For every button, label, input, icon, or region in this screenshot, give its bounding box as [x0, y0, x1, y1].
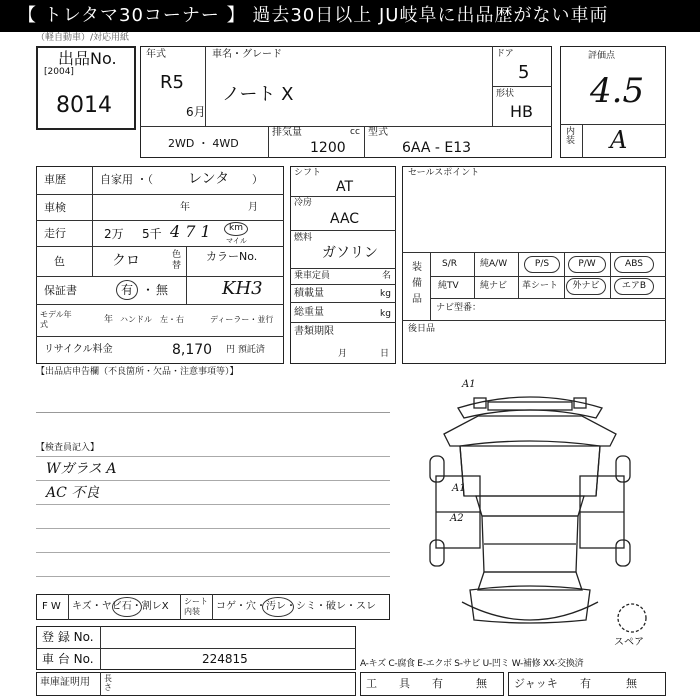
recycle-unit: 円 預託済	[226, 345, 265, 355]
jack-label: ジャッキ	[514, 677, 558, 690]
tools-label: 工 具	[366, 677, 410, 690]
shift-label: シフト	[294, 168, 322, 178]
details-table	[36, 166, 284, 364]
model-year-year: 年	[104, 315, 114, 325]
chassis-label: 車 台 No.	[42, 652, 94, 666]
gross-unit: kg	[380, 309, 391, 319]
deadline-month: 月	[338, 349, 348, 359]
top-cut-text: （軽自動車）/対応用紙	[36, 33, 130, 43]
length-label: 長さ	[104, 674, 112, 692]
mileage-label: 走行	[44, 227, 66, 240]
mileage-hand: 4 7 1	[170, 222, 211, 241]
model-year-handle: ハンドル 左・右	[120, 315, 184, 324]
year-label: 年式	[146, 49, 166, 60]
equip-pw: P/W	[578, 259, 596, 269]
lot-number: 8014	[56, 93, 112, 118]
aircon-value: AAC	[330, 211, 360, 227]
equipment-label: 装備品	[412, 262, 422, 305]
fuel-value: ガソリン	[322, 245, 378, 261]
warranty-label: 保証書	[44, 284, 77, 297]
fw-label: F W	[42, 601, 61, 612]
warranty-no: 無	[156, 283, 169, 297]
door-value: 5	[518, 62, 530, 83]
inspector-note-2: AC 不良	[46, 485, 100, 501]
drive-label: 2WD ・ 4WD	[168, 137, 239, 150]
interior-value: A	[610, 126, 628, 154]
model-value: 6AA - E13	[402, 140, 472, 156]
warranty-yes: 有	[121, 283, 134, 297]
history-value: レンタ	[188, 171, 230, 187]
history-options: 自家用 ・（	[100, 173, 153, 186]
color-tone-label: 色替	[172, 250, 182, 271]
fw-items2: コゲ・穴・汚レ・シミ・破レ・スレ	[216, 601, 376, 612]
warranty-sep: ・	[142, 283, 155, 297]
equip-ext-navi-circle	[566, 278, 606, 295]
seller-notes-label: 【出品店申告欄（不良箇所・欠品・注意事項等）】	[36, 367, 239, 377]
color-value: クロ	[112, 253, 140, 269]
load-label: 積載量	[294, 288, 324, 299]
history-label: 車歴	[44, 173, 66, 186]
diagram-mark-door2: A2	[450, 513, 464, 524]
fw-seat-label: シート内装	[184, 597, 208, 616]
inspector-label: 【検査員記入】	[36, 443, 100, 453]
door-label: ドア	[496, 49, 514, 59]
equip-aw: 純A/W	[480, 259, 508, 269]
fw-stain-circle	[262, 597, 294, 617]
equip-leather: 革シート	[522, 281, 559, 291]
equip-pw-circle	[568, 256, 606, 273]
tools-yes: 有	[432, 677, 443, 690]
capacity-label: 乗車定員	[294, 271, 331, 281]
deadline-label: 書類期限	[294, 326, 334, 337]
lot-sub: [2004]	[44, 67, 74, 77]
interior-label: 内装	[566, 127, 576, 146]
history-close: ）	[252, 173, 263, 186]
equip-tv: 純TV	[438, 281, 459, 291]
banner-title: 【 トレタマ30コーナー 】 過去30日以上 JU岐阜に出品歴がない車両	[0, 0, 700, 32]
jack-yes: 有	[580, 677, 591, 690]
mileage-man: 2万	[104, 227, 124, 241]
fw-items: キズ・ヤビ石・割レX	[72, 601, 169, 612]
spare-label: スペア	[614, 637, 644, 648]
fuel-label: 燃料	[294, 233, 313, 243]
recycle-value: 8,170	[172, 342, 213, 358]
color-code-label: カラーNo.	[206, 250, 258, 263]
load-unit: kg	[380, 289, 391, 299]
fw-chip-circle	[112, 597, 142, 617]
lot-label: 出品No.	[58, 49, 117, 68]
equip-sr: S/R	[442, 259, 457, 269]
model-label: 型式	[368, 127, 388, 138]
inspection-year: 年	[180, 202, 190, 213]
jack-no: 無	[626, 677, 637, 690]
registration-label: 登 録 No.	[42, 630, 94, 644]
chassis-value: 224815	[202, 652, 248, 666]
deadline-day: 日	[380, 349, 390, 359]
displacement-value: 1200	[310, 140, 346, 156]
damage-legend: A-キズ C-腐食 E-エクボ S-サビ U-凹ミ W-補修 XX-交換済	[360, 659, 584, 669]
year-era: R5	[160, 72, 184, 93]
name-value: ノート X	[222, 84, 294, 105]
name-label: 車名・グレード	[212, 49, 282, 60]
gross-label: 総重量	[294, 307, 324, 318]
equip-abs: ABS	[625, 259, 643, 269]
displacement-label: 排気量	[272, 127, 302, 138]
model-year-dealer: ディーラー・並行	[210, 315, 274, 324]
capacity-unit: 名	[382, 271, 392, 281]
color-code-value: KH3	[222, 278, 263, 299]
inspector-note-1: Wガラス A	[46, 461, 117, 477]
color-label: 色	[54, 255, 65, 268]
equip-ps-circle	[524, 256, 560, 273]
displacement-unit: cc	[350, 127, 360, 137]
shift-value: AT	[336, 179, 354, 195]
recycle-label: リサイクル料金	[44, 344, 113, 355]
sales-point-label: セールスポイント	[408, 168, 480, 178]
aircon-label: 冷房	[294, 198, 313, 208]
car-diagram	[400, 376, 660, 646]
model-year-label: モデル年式	[40, 310, 72, 329]
equip-ps: P/S	[534, 259, 550, 269]
year-month: 6月	[186, 105, 206, 119]
equip-ext-navi: 外ナビ	[572, 281, 600, 291]
aftermarket-label: 後日品	[408, 324, 436, 334]
mileage-km: km	[229, 223, 243, 233]
equip-navi: 純ナビ	[480, 281, 508, 291]
mileage-mile: マイル	[226, 237, 247, 245]
equip-airbag: エアB	[621, 281, 647, 291]
cert-label: 車庫証明用	[40, 677, 90, 688]
score-label: 評価点	[588, 51, 616, 61]
diagram-mark-door1: A1	[452, 483, 466, 494]
equip-airbag-circle	[614, 278, 654, 295]
tools-no: 無	[476, 677, 487, 690]
shape-value: HB	[510, 102, 534, 121]
inspection-month: 月	[248, 202, 258, 213]
nav-model-label: ナビ型番：	[436, 303, 482, 313]
diagram-mark-top: A1	[462, 379, 476, 390]
inspection-label: 車検	[44, 201, 66, 214]
mileage-sen: 5千	[142, 227, 162, 241]
shape-label: 形状	[496, 89, 515, 99]
score-value: 4.5	[590, 71, 645, 111]
equip-abs-circle	[614, 256, 654, 273]
